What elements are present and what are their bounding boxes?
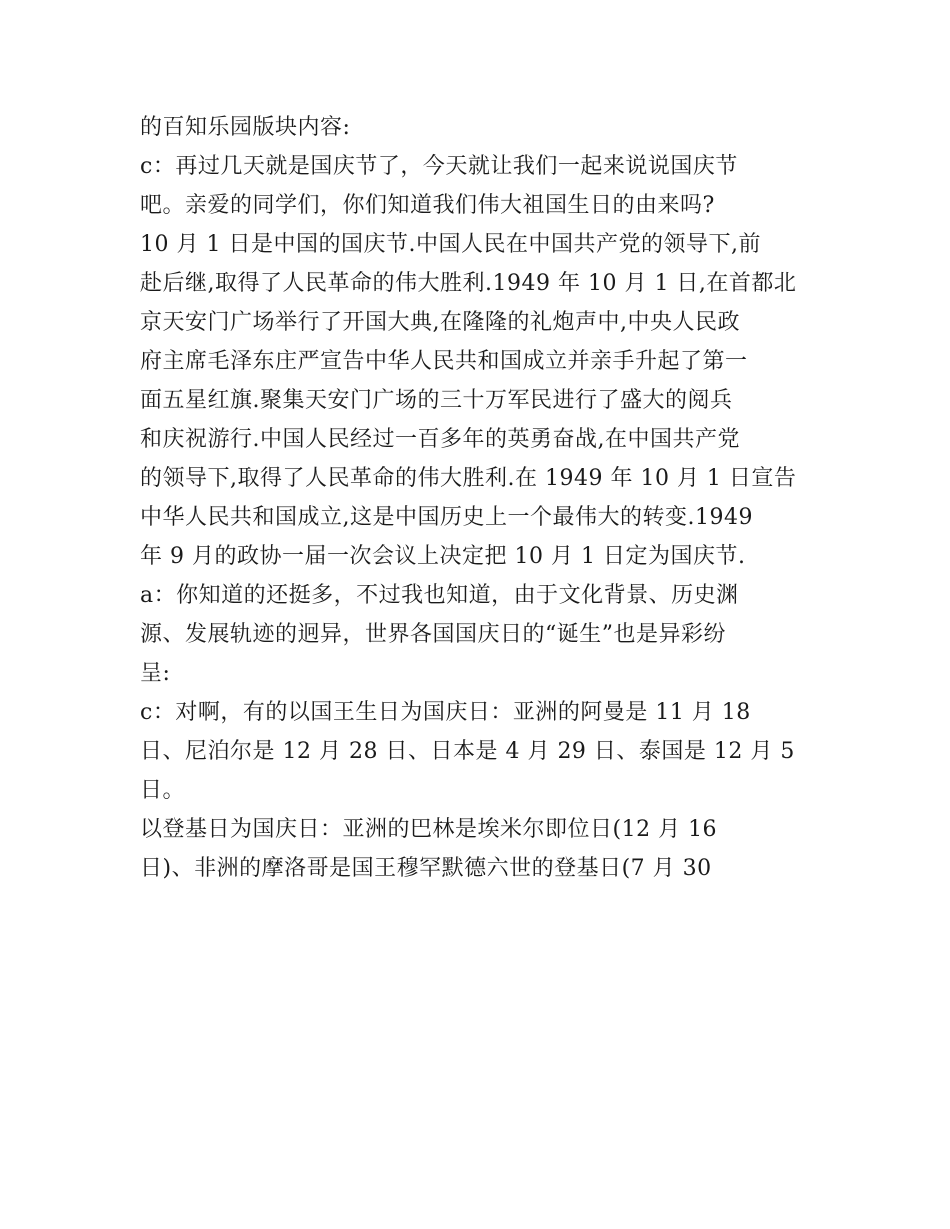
text-line: 赴后继,取得了人民革命的伟大胜利.1949 年 10 月 1 日,在首都北 bbox=[140, 271, 797, 296]
text-line: 京天安门广场举行了开国大典,在隆隆的礼炮声中,中央人民政 bbox=[140, 310, 740, 335]
text-line: 府主席毛泽东庄严宣告中华人民共和国成立并亲手升起了第一 bbox=[140, 349, 748, 374]
text-line: c：再过几天就是国庆节了，今天就让我们一起来说说国庆节 bbox=[140, 154, 738, 179]
body-text bbox=[140, 108, 830, 888]
text-line: 以登基日为国庆日：亚洲的巴林是埃米尔即位日(12 月 16 bbox=[140, 817, 718, 842]
text-line: 源、发展轨迹的迥异，世界各国国庆日的“诞生”也是异彩纷 bbox=[140, 622, 726, 647]
text-line: 和庆祝游行.中国人民经过一百多年的英勇奋战,在中国共产党 bbox=[140, 427, 740, 452]
text-line: c：对啊，有的以国王生日为国庆日：亚洲的阿曼是 11 月 18 bbox=[140, 700, 751, 725]
text-line: 面五星红旗.聚集天安门广场的三十万军民进行了盛大的阅兵 bbox=[140, 388, 733, 413]
text-line: 的领导下,取得了人民革命的伟大胜利.在 1949 年 10 月 1 日宣告 bbox=[140, 466, 797, 491]
text-line: 的百知乐园版块内容: bbox=[140, 115, 351, 140]
text-line: 10 月 1 日是中国的国庆节.中国人民在中国共产党的领导下,前 bbox=[140, 232, 761, 257]
text-line: a：你知道的还挺多，不过我也知道，由于文化背景、历史渊 bbox=[140, 583, 739, 608]
text-line: 日。 bbox=[140, 778, 186, 803]
text-line: 呈: bbox=[140, 661, 171, 686]
text-line: 中华人民共和国成立,这是中国历史上一个最伟大的转变.1949 bbox=[140, 505, 753, 530]
text-line: 日、尼泊尔是 12 月 28 日、日本是 4 月 29 日、泰国是 12 月 5 bbox=[140, 739, 795, 764]
text-line: 日)、非洲的摩洛哥是国王穆罕默德六世的登基日(7 月 30 bbox=[140, 856, 712, 881]
text-line: 吧。亲爱的同学们，你们知道我们伟大祖国生日的由来吗? bbox=[140, 193, 715, 218]
text-line: 年 9 月的政协一届一次会议上决定把 10 月 1 日定为国庆节. bbox=[140, 544, 746, 569]
